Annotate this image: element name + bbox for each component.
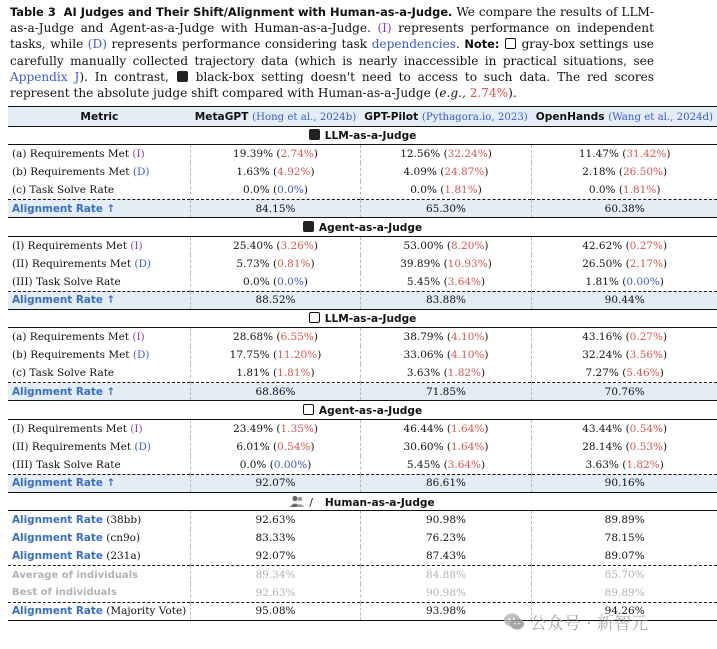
- caption-label: Table 3: [10, 5, 56, 19]
- value-cell: 46.44% (1.64%): [360, 419, 532, 437]
- section-title: LLM-as-a-Judge: [324, 313, 417, 326]
- col-name: GPT-Pilot: [364, 110, 419, 123]
- value-cell: 1.81% (1.81%): [191, 364, 361, 382]
- appendix-link[interactable]: Appendix J: [10, 69, 80, 84]
- table-row: [8, 438, 717, 456]
- value-cell: 43.44% (0.54%): [532, 419, 717, 437]
- value: 43.44%: [582, 422, 623, 435]
- majority-vote-label: (Majority Vote): [102, 605, 187, 618]
- row-label: [8, 456, 191, 474]
- caption-dependencies-term: dependencies: [371, 37, 456, 52]
- gray-box-icon: [303, 404, 314, 415]
- col-header-gptpilot: [360, 107, 532, 127]
- value-cell: 32.24% (3.56%): [532, 346, 717, 364]
- value-cell: 83.33%: [191, 529, 361, 547]
- value-cell: 53.00% (8.20%): [360, 236, 532, 254]
- alignment-rate-row: [8, 291, 717, 309]
- table-row: [8, 328, 717, 346]
- table-body: [8, 127, 717, 621]
- alignment-value: 92.07%: [191, 474, 361, 492]
- value: 53.00%: [403, 239, 444, 252]
- value: 0.0%: [410, 184, 437, 197]
- row-tag: (D): [132, 166, 150, 179]
- row-label-text: (c) Task Solve Rate: [12, 367, 115, 380]
- table-row: [8, 566, 717, 584]
- value: 11.47%: [578, 148, 619, 161]
- value: 0.0%: [239, 458, 267, 471]
- row-label: [8, 547, 191, 565]
- value: 38.79%: [403, 331, 444, 344]
- row-tag: (I): [130, 422, 143, 435]
- value: 30.60%: [403, 440, 444, 453]
- alignment-value: 90.44%: [532, 291, 717, 309]
- value-cell: 92.63%: [191, 511, 361, 529]
- value-cell: 0.0% (0.0%): [191, 181, 361, 199]
- row-label: [8, 273, 191, 291]
- judge-shift: 4.10%: [451, 349, 485, 362]
- value-cell: 89.07%: [532, 547, 717, 565]
- row-label-text: (c) Task Solve Rate: [12, 184, 115, 197]
- row-label-text: (III) Task Solve Rate: [12, 275, 121, 288]
- judge-shift: 0.00%: [273, 458, 308, 471]
- value-cell: 11.47% (31.42%): [532, 145, 717, 163]
- row-label: [8, 438, 191, 456]
- alignment-value: 84.15%: [191, 200, 361, 218]
- caption-eg-value: 2.74%: [469, 86, 509, 101]
- value-cell: 5.45% (3.64%): [360, 273, 532, 291]
- value: 0.0%: [588, 184, 616, 197]
- judge-shift: 3.26%: [280, 239, 314, 252]
- table-row: [8, 364, 717, 382]
- value: 19.39%: [233, 148, 274, 161]
- value-cell: 43.16% (0.27%): [532, 328, 717, 346]
- row-label-text: (I) Requirements Met: [12, 422, 131, 435]
- alignment-rate-label: Alignment Rate ↑: [8, 474, 191, 492]
- judge-shift: 0.00%: [626, 275, 660, 288]
- alignment-value: 68.86%: [191, 383, 361, 401]
- judge-shift: 2.74%: [280, 148, 314, 161]
- value: 26.50%: [582, 257, 623, 270]
- judge-shift: 32.24%: [447, 148, 488, 161]
- judge-shift: 0.0%: [277, 275, 304, 288]
- value: 2.18%: [582, 166, 616, 179]
- caption-text-6: ). In contrast,: [79, 69, 169, 84]
- judge-shift: 0.0%: [277, 184, 304, 197]
- section-header: [8, 401, 717, 419]
- value-cell: 92.07%: [191, 547, 361, 565]
- judge-shift: 1.81%: [444, 184, 478, 197]
- caption-text-5: gray-box settings use carefully manually collected trajectory data (which is nearly inaccessible in practical situations, see: [10, 37, 654, 68]
- judge-shift: 1.81%: [622, 184, 657, 197]
- value: 39.89%: [400, 257, 441, 270]
- people-icon: [290, 495, 304, 507]
- row-label: [8, 419, 191, 437]
- value-cell: 0.0% (0.0%): [191, 273, 361, 291]
- col-header-openhands: [532, 107, 717, 127]
- value-cell: 85.70%: [532, 566, 717, 584]
- row-tag: (I): [132, 148, 145, 161]
- value-cell: 17.75% (11.20%): [191, 346, 361, 364]
- table-row: [8, 273, 717, 291]
- row-label: [8, 511, 191, 529]
- table-row: [8, 547, 717, 565]
- row-label-text: (a) Requirements Met: [12, 331, 133, 344]
- value-cell: 42.62% (0.27%): [532, 236, 717, 254]
- alignment-rate-label: Alignment Rate ↑: [8, 383, 191, 401]
- value-cell: 0.0% (0.00%): [191, 456, 361, 474]
- table-row: [8, 419, 717, 437]
- row-label: Average of individuals: [8, 566, 191, 584]
- value-cell: 89.34%: [191, 566, 361, 584]
- value: 3.63%: [585, 458, 619, 471]
- value-cell: 3.63% (1.82%): [360, 364, 532, 382]
- caption-text-3: represents performance considering task: [111, 37, 368, 52]
- row-label-text: (III) Task Solve Rate: [12, 458, 121, 471]
- value-cell: 38.79% (4.10%): [360, 328, 532, 346]
- row-label: [8, 255, 191, 273]
- value-cell: 5.73% (0.81%): [191, 255, 361, 273]
- row-label: [8, 602, 191, 620]
- judge-shift: 1.64%: [451, 440, 485, 453]
- value-cell: 19.39% (2.74%): [191, 145, 361, 163]
- judge-shift: 1.64%: [451, 422, 485, 435]
- col-name: MetaGPT: [194, 110, 249, 123]
- value-cell: 78.15%: [532, 529, 717, 547]
- section-title: LLM-as-a-Judge: [324, 130, 417, 143]
- wechat-icon: [503, 612, 525, 632]
- value-cell: 28.68% (6.55%): [191, 328, 361, 346]
- caption-text-8: ).: [508, 86, 517, 101]
- row-tag: (I): [132, 331, 145, 344]
- col-cite[interactable]: (Wang et al., 2024d): [608, 111, 714, 123]
- section-header: [8, 127, 717, 145]
- value-cell: 6.01% (0.54%): [191, 438, 361, 456]
- gray-box-icon: [505, 38, 516, 49]
- section-title: Agent-as-a-Judge: [318, 404, 423, 417]
- evaluator-id: (cn9o): [102, 532, 141, 545]
- value-cell: 30.60% (1.64%): [360, 438, 532, 456]
- table-row: [8, 255, 717, 273]
- value: 12.56%: [400, 148, 441, 161]
- value-cell: 0.0% (1.81%): [532, 181, 717, 199]
- row-label: [8, 145, 191, 163]
- table-row: [8, 511, 717, 529]
- judge-shift: 6.55%: [280, 331, 314, 344]
- caption-eg: e.g.,: [439, 86, 466, 101]
- value-cell: 3.63% (1.82%): [532, 456, 717, 474]
- judge-shift: 3.64%: [447, 275, 482, 288]
- metric-header: Metric: [8, 107, 191, 127]
- results-table: [8, 106, 717, 621]
- value-cell: 94.26%: [532, 602, 717, 620]
- value: 7.27%: [585, 367, 619, 380]
- value-cell: 25.40% (3.26%): [191, 236, 361, 254]
- evaluator-id: (38bb): [102, 514, 142, 527]
- table-row: [8, 181, 717, 199]
- judge-shift: 0.27%: [629, 331, 664, 344]
- value-cell: 12.56% (32.24%): [360, 145, 532, 163]
- alignment-value: 90.16%: [532, 474, 717, 492]
- alignment-rate-label: Alignment Rate: [12, 605, 103, 618]
- table-row: [8, 236, 717, 254]
- judge-shift: 0.27%: [629, 239, 664, 252]
- judge-shift: 4.92%: [277, 166, 311, 179]
- value-cell: 33.06% (4.10%): [360, 346, 532, 364]
- judge-shift: 1.82%: [626, 458, 660, 471]
- alignment-rate-label: Alignment Rate ↑: [8, 200, 191, 218]
- judge-shift: 5.46%: [626, 367, 660, 380]
- row-label: [8, 181, 191, 199]
- value-cell: 90.98%: [360, 584, 532, 602]
- caption-text-7: black-box setting doesn't need to access to such data. The red scores represent the absolute judge shift compared with Human-as-a-Judge (: [10, 69, 654, 101]
- value-cell: 5.45% (3.64%): [360, 456, 532, 474]
- section-header: [8, 309, 717, 327]
- judge-shift: 0.54%: [277, 440, 311, 453]
- value-cell: 1.63% (4.92%): [191, 163, 361, 181]
- alignment-rate-label: Alignment Rate: [12, 550, 103, 563]
- alignment-value: 70.76%: [532, 383, 717, 401]
- caption-text-1: We compare the results of LLM-as-a-Judge and Agent-as-a-Judge with Human-as-a-Judge.: [10, 5, 654, 36]
- table-caption: [10, 4, 654, 101]
- value: 42.62%: [582, 239, 623, 252]
- col-name: OpenHands: [535, 110, 605, 123]
- table-row: [8, 456, 717, 474]
- table-header-row: [8, 107, 717, 127]
- value-cell: 26.50% (2.17%): [532, 255, 717, 273]
- judge-shift: 31.42%: [626, 148, 667, 161]
- row-label: [8, 163, 191, 181]
- table-row: [8, 346, 717, 364]
- judge-shift: 10.93%: [447, 257, 488, 270]
- row-label: [8, 328, 191, 346]
- value-cell: 93.98%: [360, 602, 532, 620]
- value: 1.81%: [585, 275, 619, 288]
- value: 32.24%: [582, 349, 623, 362]
- row-label-text: (I) Requirements Met: [12, 239, 131, 252]
- value-cell: 84.88%: [360, 566, 532, 584]
- judge-shift: 24.87%: [444, 166, 485, 179]
- value: 25.40%: [233, 239, 274, 252]
- watermark-text: 公众号 · 新智元: [529, 614, 648, 634]
- judge-shift: 3.56%: [629, 349, 664, 362]
- row-label-text: (b) Requirements Met: [12, 166, 133, 179]
- alignment-rate-row: [8, 383, 717, 401]
- value-cell: 7.27% (5.46%): [532, 364, 717, 382]
- judge-shift: 4.10%: [451, 331, 485, 344]
- value: 4.09%: [403, 166, 437, 179]
- table-row: [8, 529, 717, 547]
- judge-shift: 26.50%: [622, 166, 664, 179]
- section-title-cell: [8, 492, 717, 510]
- value-cell: 76.23%: [360, 529, 532, 547]
- alignment-rate-row: [8, 474, 717, 492]
- alignment-value: 83.88%: [360, 291, 532, 309]
- row-label: Best of individuals: [12, 587, 117, 599]
- value: 46.44%: [403, 422, 444, 435]
- row-tag: (D): [132, 349, 150, 362]
- row-tag: (I): [130, 239, 143, 252]
- value-cell: 92.63%: [191, 584, 361, 602]
- caption-title: AI Judges and Their Shift/Alignment with Human-as-a-Judge.: [63, 5, 453, 19]
- judge-shift: 1.35%: [280, 422, 314, 435]
- section-title-cell: [8, 401, 717, 419]
- value: 28.68%: [233, 331, 274, 344]
- value: 1.81%: [236, 367, 270, 380]
- table-row: [8, 163, 717, 181]
- judge-shift: 0.81%: [277, 257, 311, 270]
- alignment-value: 71.85%: [360, 383, 532, 401]
- row-label: [8, 236, 191, 254]
- section-separator: /: [309, 496, 313, 509]
- value: 28.14%: [582, 440, 623, 453]
- value-cell: 23.49% (1.35%): [191, 419, 361, 437]
- gray-box-icon: [309, 312, 320, 323]
- alignment-rate-label: Alignment Rate: [12, 514, 103, 527]
- judge-shift: 2.17%: [629, 257, 664, 270]
- value-cell: 1.81% (0.00%): [532, 273, 717, 291]
- value: 17.75%: [229, 349, 270, 362]
- section-title-cell: [8, 127, 717, 145]
- section-header: [8, 218, 717, 236]
- judge-shift: 11.20%: [277, 349, 318, 362]
- caption-text-4: .: [455, 37, 460, 52]
- table-row: [8, 145, 717, 163]
- value: 0.0%: [243, 275, 270, 288]
- watermark: [503, 609, 648, 634]
- value-cell: 2.18% (26.50%): [532, 163, 717, 181]
- black-box-icon: [303, 221, 314, 232]
- value: 23.49%: [233, 422, 274, 435]
- row-label-text: (b) Requirements Met: [12, 349, 133, 362]
- judge-shift: 3.64%: [447, 458, 482, 471]
- evaluator-id: (231a): [102, 550, 141, 563]
- value: 1.63%: [236, 166, 270, 179]
- value-cell: 89.89%: [532, 511, 717, 529]
- value: 5.73%: [236, 257, 270, 270]
- row-label-text: (II) Requirements Met: [12, 257, 135, 270]
- value: 3.63%: [406, 367, 441, 380]
- row-label-text: (a) Requirements Met: [12, 148, 133, 161]
- alignment-value: 60.38%: [532, 200, 717, 218]
- value-cell: 0.0% (1.81%): [360, 181, 532, 199]
- row-label: [8, 346, 191, 364]
- value: 6.01%: [236, 440, 270, 453]
- alignment-value: 65.30%: [360, 200, 532, 218]
- value: 43.16%: [582, 331, 623, 344]
- row-tag: (D): [134, 440, 152, 453]
- alignment-rate-label: Alignment Rate ↑: [8, 291, 191, 309]
- value: 0.0%: [243, 184, 270, 197]
- section-header: [8, 492, 717, 510]
- caption-tag-i: (I): [377, 21, 392, 36]
- value-cell: 39.89% (10.93%): [360, 255, 532, 273]
- caption-note-label: Note:: [464, 37, 500, 52]
- row-label: [8, 364, 191, 382]
- col-cite[interactable]: (Hong et al., 2024b): [252, 111, 357, 123]
- caption-text-2: represents performance on independent tasks, while: [10, 21, 654, 52]
- judge-shift: 0.53%: [629, 440, 664, 453]
- section-title-cell: [8, 309, 717, 327]
- value-cell: 95.08%: [191, 602, 361, 620]
- value: 5.45%: [406, 275, 441, 288]
- value-cell: 90.98%: [360, 511, 532, 529]
- value-cell: 4.09% (24.87%): [360, 163, 532, 181]
- row-label: [8, 529, 191, 547]
- table-row: [8, 584, 717, 602]
- alignment-rate-row: [8, 200, 717, 218]
- section-title: Agent-as-a-Judge: [318, 221, 423, 234]
- row-label-text: (II) Requirements Met: [12, 440, 135, 453]
- value-cell: 89.89%: [532, 584, 717, 602]
- caption-tag-d: (D): [87, 37, 107, 52]
- alignment-value: 88.52%: [191, 291, 361, 309]
- alignment-rate-label: Alignment Rate: [12, 532, 103, 545]
- section-title: Human-as-a-Judge: [324, 496, 435, 509]
- judge-shift: 8.20%: [451, 239, 485, 252]
- judge-shift: 1.81%: [277, 367, 311, 380]
- value: 5.45%: [406, 458, 441, 471]
- col-cite[interactable]: (Pythagora.io, 2023): [421, 111, 528, 123]
- value-cell: 87.43%: [360, 547, 532, 565]
- section-title-cell: [8, 218, 717, 236]
- judge-shift: 1.82%: [447, 367, 482, 380]
- alignment-value: 86.61%: [360, 474, 532, 492]
- value: 33.06%: [403, 349, 444, 362]
- col-header-metagpt: [191, 107, 361, 127]
- black-box-icon: [177, 71, 188, 82]
- black-box-icon: [309, 129, 320, 140]
- row-tag: (D): [134, 257, 152, 270]
- judge-shift: 0.54%: [629, 422, 664, 435]
- value-cell: 28.14% (0.53%): [532, 438, 717, 456]
